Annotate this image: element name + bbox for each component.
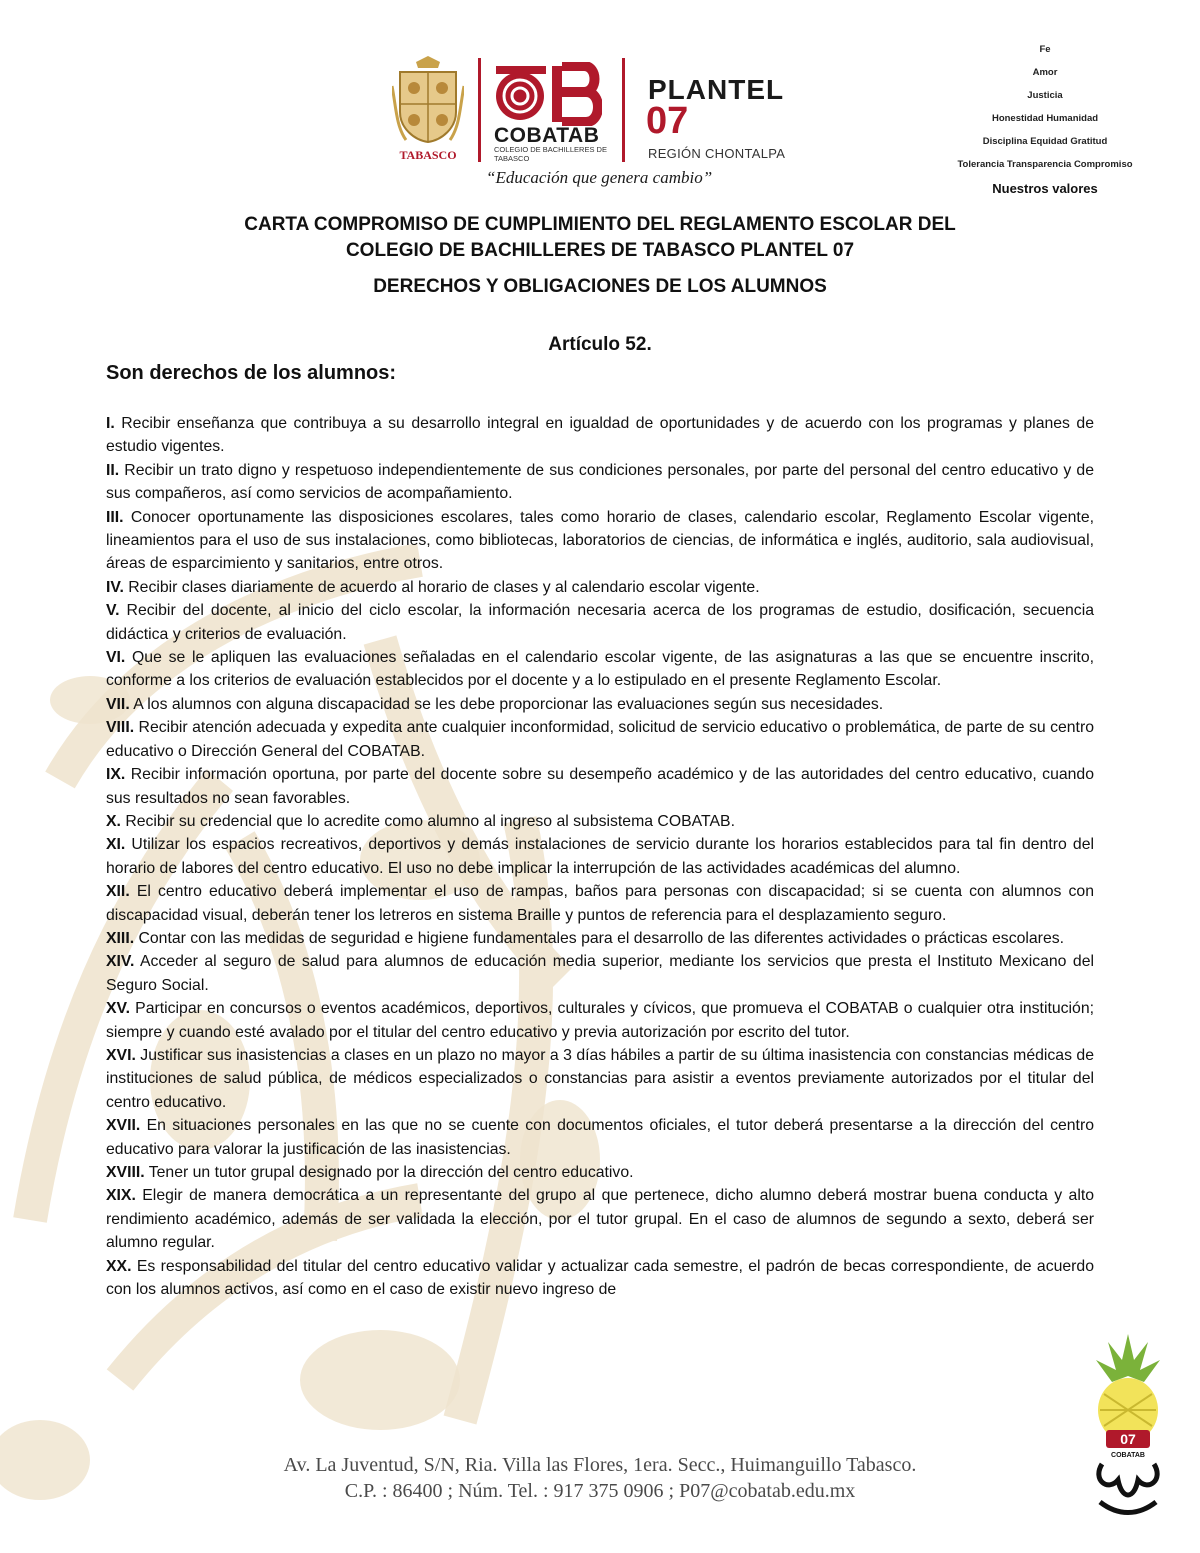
right-number: XV.	[106, 1000, 131, 1018]
right-item	[106, 599, 1094, 646]
right-item	[106, 1114, 1094, 1161]
mascot-badge: 07	[1120, 1431, 1136, 1447]
header-divider	[622, 58, 625, 162]
right-number: X.	[106, 812, 121, 830]
right-number: IX.	[106, 766, 126, 784]
values-title: Nuestros valores	[992, 181, 1098, 196]
right-item	[106, 810, 1094, 833]
pineapple-mascot-icon	[1078, 1330, 1178, 1520]
right-number: VI.	[106, 649, 126, 667]
right-text: Conocer oportunamente las disposiciones escolares, tales como horario de clases, calendario escolar, Reglamento Escolar vigente, lineamientos para el uso de sus instalaciones, como bibliotecas, laboratorios de ciencias, de informática e inglés, auditorio, sala audiovisual, áreas de esparcimiento y sanitarios, entre otros.	[106, 508, 1094, 573]
mascot-text: COBATAB	[1111, 1452, 1145, 1459]
right-text: Recibir del docente, al inicio del ciclo escolar, la información necesaria acerca de los programas de estudio, dosificación, secuencia didáctica y criterios de evaluación.	[106, 602, 1094, 643]
right-item	[106, 833, 1094, 880]
value-line: Disciplina Equidad Gratitud	[982, 136, 1108, 147]
right-item	[106, 997, 1094, 1044]
right-item	[106, 459, 1094, 506]
right-text: Recibir su credencial que lo acredite como alumno al ingreso al subsistema COBATAB.	[120, 812, 735, 830]
title-line: CARTA COMPROMISO DE CUMPLIMIENTO DEL REGLAMENTO ESCOLAR DEL	[244, 214, 956, 235]
right-text: Acceder al seguro de salud para alumnos de educación media superior, mediante los servicios que presta el Instituto Mexicano del Seguro Social.	[106, 953, 1094, 994]
value-line: Honestidad Humanidad	[991, 113, 1099, 124]
right-text: Recibir información oportuna, por parte del docente sobre su desempeño académico y de las autoridades del centro educativo, cuando sus resultados no sean favorables.	[106, 766, 1094, 807]
right-text: Utilizar los espacios recreativos, deportivos y demás instalaciones de servicio durante los horarios establecidos para tal fin dentro del horario de labores del centro educativo. El uso no debe implicar la interrupción de las actividades académicas del alumno.	[106, 836, 1094, 877]
right-number: XVII.	[106, 1117, 141, 1135]
right-number: XII.	[106, 883, 130, 901]
value-line: Justicia	[1027, 90, 1063, 101]
values-list	[930, 38, 1160, 202]
right-number: IV.	[106, 578, 124, 596]
right-item	[106, 646, 1094, 693]
right-text: Recibir un trato digno y respetuoso independientemente de sus condiciones personales, por parte del personal del centro educativo y de sus compañeros, así como servicios de acompañamiento.	[106, 461, 1094, 503]
right-number: V.	[106, 602, 120, 620]
right-item	[106, 1184, 1094, 1254]
rights-list	[106, 412, 1094, 1301]
right-text: Recibir clases diariamente de acuerdo al horario de clases y al calendario escolar vigente.	[123, 578, 760, 596]
right-item	[106, 1044, 1094, 1114]
right-item	[106, 1255, 1094, 1302]
right-text: Que se le apliquen las evaluaciones señaladas en el calendario escolar vigente, de las asignaturas a las que se encuentre inscrito, conforme a los criterios de evaluación establecidos por el docente y a lo estipulado en el presente Reglamento Escolar.	[106, 649, 1094, 690]
document-title	[100, 212, 1100, 264]
right-item	[106, 716, 1094, 763]
value-line: Tolerancia Transparencia Compromiso	[957, 159, 1133, 170]
address-line: Av. La Juventud, S/N, Ria. Villa las Flores, 1era. Secc., Huimanguillo Tabasco.	[283, 1454, 917, 1476]
right-item	[106, 693, 1094, 716]
header-divider	[478, 58, 481, 162]
right-number: XVI.	[106, 1046, 136, 1064]
right-number: XVIII.	[106, 1164, 145, 1181]
right-text: Justificar sus inasistencias a clases en un plazo no mayor a 3 días hábiles a partir de su última inasistencia con constancias médicas de instituciones de salud pública, de médicos especializados o constancias para asistir a eventos previamente autorizados por el titular del centro educativo.	[106, 1046, 1094, 1111]
right-text: El centro educativo deberá implementar el uso de rampas, baños para personas con discapacidad; si se cuenta con alumnos con discapacidad visual, deberán tener los letreros en sistema Braille y puntos de referencia para el desplazamiento seguro.	[106, 883, 1094, 924]
right-number: VIII.	[106, 719, 135, 737]
right-item	[106, 950, 1094, 997]
right-item	[106, 927, 1094, 950]
right-item	[106, 576, 1094, 599]
right-number: XIII.	[106, 929, 135, 947]
right-text: Tener un tutor grupal designado por la dirección del centro educativo.	[144, 1164, 634, 1181]
right-number: II.	[106, 461, 120, 479]
right-text: Recibir atención adecuada y expedita ante cualquier inconformidad, solicitud de servicio educativo o problemática, de parte de su centro educativo o Dirección General del COBATAB.	[106, 719, 1094, 760]
footer-address	[200, 1452, 1000, 1504]
plantel-number: 07	[646, 100, 689, 142]
right-number: XX.	[106, 1257, 132, 1275]
institution-name: COBATAB	[494, 124, 600, 147]
right-number: I.	[106, 415, 115, 432]
right-item	[106, 506, 1094, 576]
section-heading: Son derechos de los alumnos:	[106, 362, 397, 384]
letterhead	[0, 0, 1200, 200]
value-line: Amor	[1032, 67, 1058, 78]
cobatab-logo-icon	[494, 62, 602, 126]
contact-line: C.P. : 86400 ; Núm. Tel. : 917 375 0906 ; P07@cobatab.edu.mx	[344, 1480, 856, 1502]
document-subtitle: DERECHOS Y OBLIGACIONES DE LOS ALUMNOS	[373, 276, 827, 297]
right-number: XIX.	[106, 1187, 136, 1205]
right-item	[106, 1161, 1094, 1184]
right-number: XI.	[106, 836, 126, 854]
right-number: XIV.	[106, 953, 135, 971]
right-text: Es responsabilidad del titular del centro educativo validar y actualizar cada semestre, el padrón de becas correspondiente, de acuerdo con los alumnos activos, así como en el caso de existir nuevo ingreso de	[106, 1257, 1094, 1299]
right-item	[106, 412, 1094, 459]
right-text: Elegir de manera democrática a un representante del grupo al que pertenece, dicho alumno deberá mostrar buena conducta y alto rendimiento académico, además de ser validada la elección, por el tutor grupal. En el caso de alumnos de segundo a sexto, deberá ser alumno regular.	[106, 1187, 1094, 1252]
value-line: Fe	[1039, 44, 1051, 55]
right-item	[106, 880, 1094, 927]
right-number: VII.	[106, 695, 130, 713]
right-text: Recibir enseñanza que contribuya a su desarrollo integral en igualdad de oportunidades y de acuerdo con los programas y planes de estudio vigentes.	[106, 415, 1094, 456]
right-text: A los alumnos con alguna discapacidad se les debe proporcionar las evaluaciones según sus necesidades.	[129, 695, 884, 713]
title-line: COLEGIO DE BACHILLERES DE TABASCO PLANTEL 07	[345, 240, 855, 261]
plantel-region: REGIÓN CHONTALPA	[648, 146, 786, 161]
article-heading: Artículo 52.	[548, 334, 652, 355]
motto: “Educación que genera cambio”	[486, 168, 713, 187]
tabasco-seal-icon	[392, 56, 464, 144]
right-item	[106, 763, 1094, 810]
right-text: Participar en concursos o eventos académicos, deportivos, culturales y cívicos, que promueva el COBATAB o cualquier otra institución; siempre y cuando esté avalado por el titular del centro educativo y previa autorización por escrito del tutor.	[106, 1000, 1094, 1041]
right-text: En situaciones personales en las que no se cuente con documentos oficiales, el tutor deberá presentarse a la dirección del centro educativo para valorar la justificación de las inasistencias.	[106, 1117, 1094, 1158]
right-number: III.	[106, 508, 124, 526]
institution-subtitle: COLEGIO DE BACHILLERES DE TABASCO	[494, 145, 607, 163]
seal-label: TABASCO	[399, 148, 457, 162]
right-text: Contar con las medidas de seguridad e higiene fundamentales para el desarrollo de las diferentes actividades o prácticas escolares.	[134, 929, 1065, 947]
plantel-label: PLANTEL	[648, 74, 785, 105]
